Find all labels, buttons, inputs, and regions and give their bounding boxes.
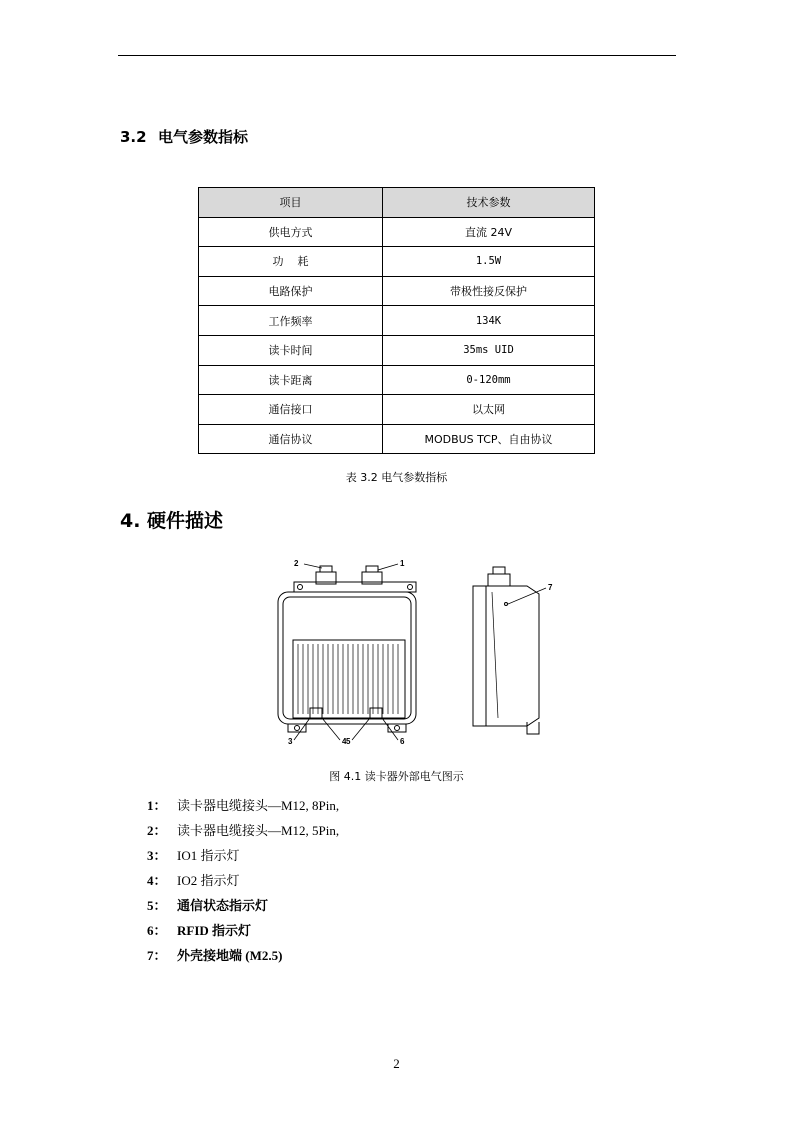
label-6: 6 <box>400 737 405 746</box>
table-cell-label: 通信接口 <box>199 395 383 425</box>
table-row <box>199 247 595 277</box>
table-cell-value: 1.5W <box>383 247 595 277</box>
item-number: 7： <box>147 948 167 963</box>
table-row <box>199 306 595 336</box>
section-title: 电气参数指标 <box>158 128 249 146</box>
table-row <box>199 424 595 454</box>
section-number: 3.2 <box>120 128 147 146</box>
label-4: 4 <box>342 737 347 746</box>
list-item <box>147 822 339 847</box>
item-number: 5： <box>147 898 167 913</box>
reader-diagram <box>266 552 566 752</box>
item-text: IO1 指示灯 <box>177 848 240 863</box>
side-view <box>473 567 539 734</box>
table-cell-value: MODBUS TCP、自由协议 <box>383 424 595 454</box>
item-number: 2： <box>147 823 167 838</box>
label-1: 1 <box>400 559 405 568</box>
table-cell-label: 读卡时间 <box>199 335 383 365</box>
label-7: 7 <box>548 583 553 592</box>
table-cell-label: 功 耗 <box>199 247 383 277</box>
list-item <box>147 922 339 947</box>
table-header-row <box>199 188 595 218</box>
item-number: 4： <box>147 873 167 888</box>
item-number: 1： <box>147 798 167 813</box>
list-item <box>147 847 339 872</box>
component-list <box>147 797 339 972</box>
item-text: 外壳接地端 (M2.5) <box>177 948 283 963</box>
table-cell-label: 供电方式 <box>199 217 383 247</box>
item-number: 6： <box>147 923 167 938</box>
item-text: RFID 指示灯 <box>177 923 252 938</box>
label-5: 5 <box>346 737 351 746</box>
table-cell-value: 0-120mm <box>383 365 595 395</box>
table-row <box>199 335 595 365</box>
item-text: 通信状态指示灯 <box>177 898 269 913</box>
front-view <box>278 566 416 732</box>
item-text: 读卡器电缆接头—M12, 5Pin, <box>177 823 340 838</box>
leader-lines <box>294 564 546 740</box>
table-cell-label: 通信协议 <box>199 424 383 454</box>
table-cell-value: 134K <box>383 306 595 336</box>
label-2: 2 <box>294 559 299 568</box>
item-text: 读卡器电缆接头—M12, 8Pin, <box>177 798 340 813</box>
item-text: IO2 指示灯 <box>177 873 240 888</box>
table-caption: 表 3.2 电气参数指标 <box>345 471 448 484</box>
header-rule <box>118 55 676 56</box>
table-row <box>199 365 595 395</box>
heat-sink-fins <box>298 644 398 714</box>
spec-table <box>198 187 595 454</box>
table-cell-label: 读卡距离 <box>199 365 383 395</box>
figure-caption: 图 4.1 读卡器外部电气图示 <box>329 770 464 783</box>
label-3: 3 <box>288 737 293 746</box>
page-number: 2 <box>393 1056 400 1071</box>
list-item <box>147 797 339 822</box>
table-cell-value: 35ms UID <box>383 335 595 365</box>
table-header-param: 技术参数 <box>383 188 595 218</box>
table-header-item: 项目 <box>199 188 383 218</box>
table-row <box>199 395 595 425</box>
table-row <box>199 276 595 306</box>
table-cell-value: 以太网 <box>383 395 595 425</box>
list-item <box>147 872 339 897</box>
item-number: 3： <box>147 848 167 863</box>
list-item <box>147 897 339 922</box>
chapter-title: 4. 硬件描述 <box>120 510 224 532</box>
table-cell-value: 带极性接反保护 <box>383 276 595 306</box>
table-cell-label: 电路保护 <box>199 276 383 306</box>
list-item <box>147 947 339 972</box>
table-cell-value: 直流 24V <box>383 217 595 247</box>
section-heading <box>120 126 248 147</box>
table-cell-label: 工作频率 <box>199 306 383 336</box>
table-row <box>199 217 595 247</box>
